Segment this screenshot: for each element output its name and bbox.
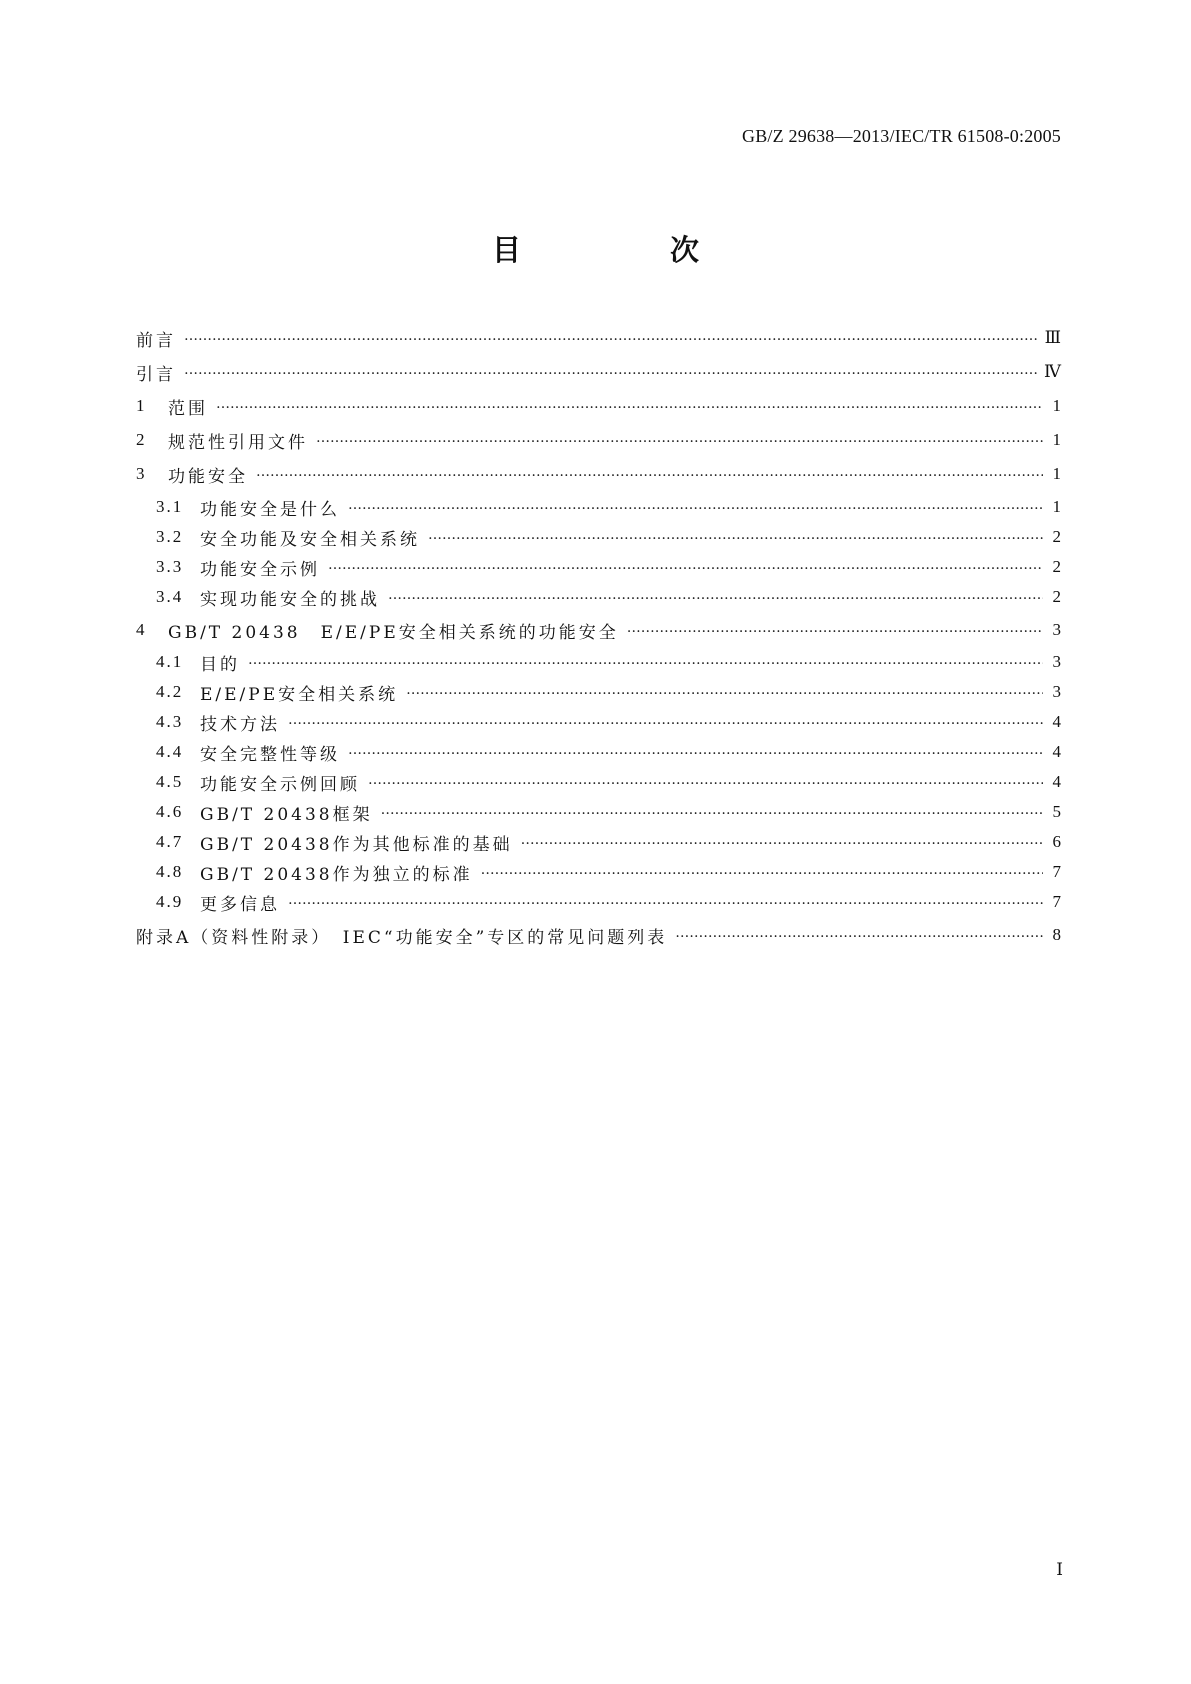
toc-entry-number: 4.8: [156, 862, 184, 881]
toc-entry-number: 4.6: [156, 802, 184, 821]
toc-entry-label: 范围: [168, 398, 208, 419]
page-number: Ⅰ: [1056, 1560, 1063, 1579]
toc-entry-number: 3: [136, 464, 147, 483]
toc-entry-number: 4: [136, 620, 147, 639]
toc-entry-label: 更多信息: [200, 894, 280, 915]
toc-entry-4-6[interactable]: [136, 800, 1061, 824]
leader-dots: [381, 800, 1043, 824]
toc-entry-page: 7: [1052, 892, 1061, 911]
leader-dots: [627, 618, 1043, 642]
toc-entry-page: 3: [1052, 682, 1061, 701]
toc-entry-page: 8: [1052, 925, 1061, 944]
toc-entry-number: 3.2: [156, 527, 184, 546]
toc-entry-label: 附录A（资料性附录） IEC“功能安全”专区的常见问题列表: [136, 927, 668, 948]
toc-entry-page: 2: [1052, 587, 1061, 606]
toc-entry-label: 功能安全: [168, 466, 248, 487]
toc-entry-1[interactable]: [136, 394, 1061, 418]
toc-entry-4-3[interactable]: [136, 710, 1061, 734]
toc-entry-number: 4.3: [156, 712, 184, 731]
leader-dots: [481, 860, 1043, 884]
toc-entry-introduction[interactable]: [136, 360, 1061, 384]
toc-entry-page: 2: [1052, 557, 1061, 576]
toc-entry-number: 2: [136, 430, 147, 449]
toc-entry-page: 5: [1052, 802, 1061, 821]
toc-entry-label: GB/T 20438作为其他标准的基础: [200, 834, 513, 855]
toc-entry-page: 1: [1052, 396, 1061, 415]
toc-entry-page: Ⅲ: [1044, 328, 1061, 347]
toc-entry-label: 目的: [200, 654, 240, 675]
toc-entry-label: 前言: [136, 330, 176, 351]
toc-entry-page: 2: [1052, 527, 1061, 546]
toc-entry-page: 1: [1052, 430, 1061, 449]
leader-dots: [288, 710, 1043, 734]
standard-code-header: GB/Z 29638—2013/IEC/TR 61508-0:2005: [742, 126, 1061, 146]
toc-entry-page: 4: [1052, 742, 1061, 761]
toc-entry-number: 3.1: [156, 497, 184, 516]
toc-entry-number: 4.4: [156, 742, 184, 761]
toc-entry-3-2[interactable]: [136, 525, 1061, 549]
toc-entry-page: 3: [1052, 652, 1061, 671]
toc-entry-label: 引言: [136, 364, 176, 385]
toc-entry-3-1[interactable]: [136, 495, 1061, 519]
toc-entry-4-7[interactable]: [136, 830, 1061, 854]
toc-entry-label: 实现功能安全的挑战: [200, 589, 380, 610]
toc-entry-page: 1: [1052, 497, 1061, 516]
toc-entry-4-4[interactable]: [136, 740, 1061, 764]
leader-dots: [428, 525, 1043, 549]
toc-entry-number: 3.3: [156, 557, 184, 576]
leader-dots: [348, 740, 1043, 764]
toc-entry-4-2[interactable]: [136, 680, 1061, 704]
leader-dots: [328, 555, 1043, 579]
toc-entry-number: 3.4: [156, 587, 184, 606]
leader-dots: [256, 462, 1043, 486]
toc-entry-page: 7: [1052, 862, 1061, 881]
leader-dots: [368, 770, 1043, 794]
leader-dots: [184, 360, 1038, 384]
leader-dots: [348, 495, 1043, 519]
toc-entry-label: 功能安全是什么: [200, 499, 340, 520]
leader-dots: [406, 680, 1043, 704]
toc-entry-4-5[interactable]: [136, 770, 1061, 794]
leader-dots: [248, 650, 1043, 674]
toc-entry-page: 6: [1052, 832, 1061, 851]
toc-entry-number: 1: [136, 396, 147, 415]
toc-entry-label: 功能安全示例: [200, 559, 320, 580]
toc-entry-preface[interactable]: [136, 326, 1061, 350]
leader-dots: [216, 394, 1043, 418]
leader-dots: [388, 585, 1043, 609]
toc-entry-number: 4.7: [156, 832, 184, 851]
toc-entry-4-8[interactable]: [136, 860, 1061, 884]
toc-entry-label: E/E/PE安全相关系统: [200, 684, 399, 705]
toc-entry-label: 功能安全示例回顾: [200, 774, 360, 795]
toc-entry-2[interactable]: [136, 428, 1061, 452]
toc-entry-3-3[interactable]: [136, 555, 1061, 579]
toc-entry-4[interactable]: [136, 618, 1061, 642]
toc-entry-4-1[interactable]: [136, 650, 1061, 674]
toc-entry-page: 4: [1052, 712, 1061, 731]
toc-entry-page: 4: [1052, 772, 1061, 791]
leader-dots: [316, 428, 1043, 452]
toc-entry-number: 4.1: [156, 652, 184, 671]
toc-entry-label: 安全完整性等级: [200, 744, 340, 765]
toc-entry-label: 规范性引用文件: [168, 432, 308, 453]
page-title: 目 次: [491, 233, 759, 267]
toc-entry-label: GB/T 20438作为独立的标准: [200, 864, 473, 885]
toc-entry-label: GB/T 20438框架: [200, 804, 373, 825]
toc-entry-page: 3: [1052, 620, 1061, 639]
toc-entry-label: 技术方法: [200, 714, 280, 735]
toc-entry-page: 1: [1052, 464, 1061, 483]
leader-dots: [184, 326, 1039, 350]
leader-dots: [675, 923, 1043, 947]
leader-dots: [521, 830, 1043, 854]
toc-entry-3[interactable]: [136, 462, 1061, 486]
toc-entry-3-4[interactable]: [136, 585, 1061, 609]
toc-entry-4-9[interactable]: [136, 890, 1061, 914]
leader-dots: [288, 890, 1043, 914]
toc-entry-number: 4.5: [156, 772, 184, 791]
toc-entry-label: GB/T 20438 E/E/PE安全相关系统的功能安全: [168, 622, 619, 643]
toc-entry-number: 4.2: [156, 682, 184, 701]
toc-entry-number: 4.9: [156, 892, 184, 911]
toc-entry-label: 安全功能及安全相关系统: [200, 529, 420, 550]
toc-entry-page: Ⅳ: [1044, 362, 1061, 381]
toc-entry-annex-a[interactable]: [136, 923, 1061, 947]
